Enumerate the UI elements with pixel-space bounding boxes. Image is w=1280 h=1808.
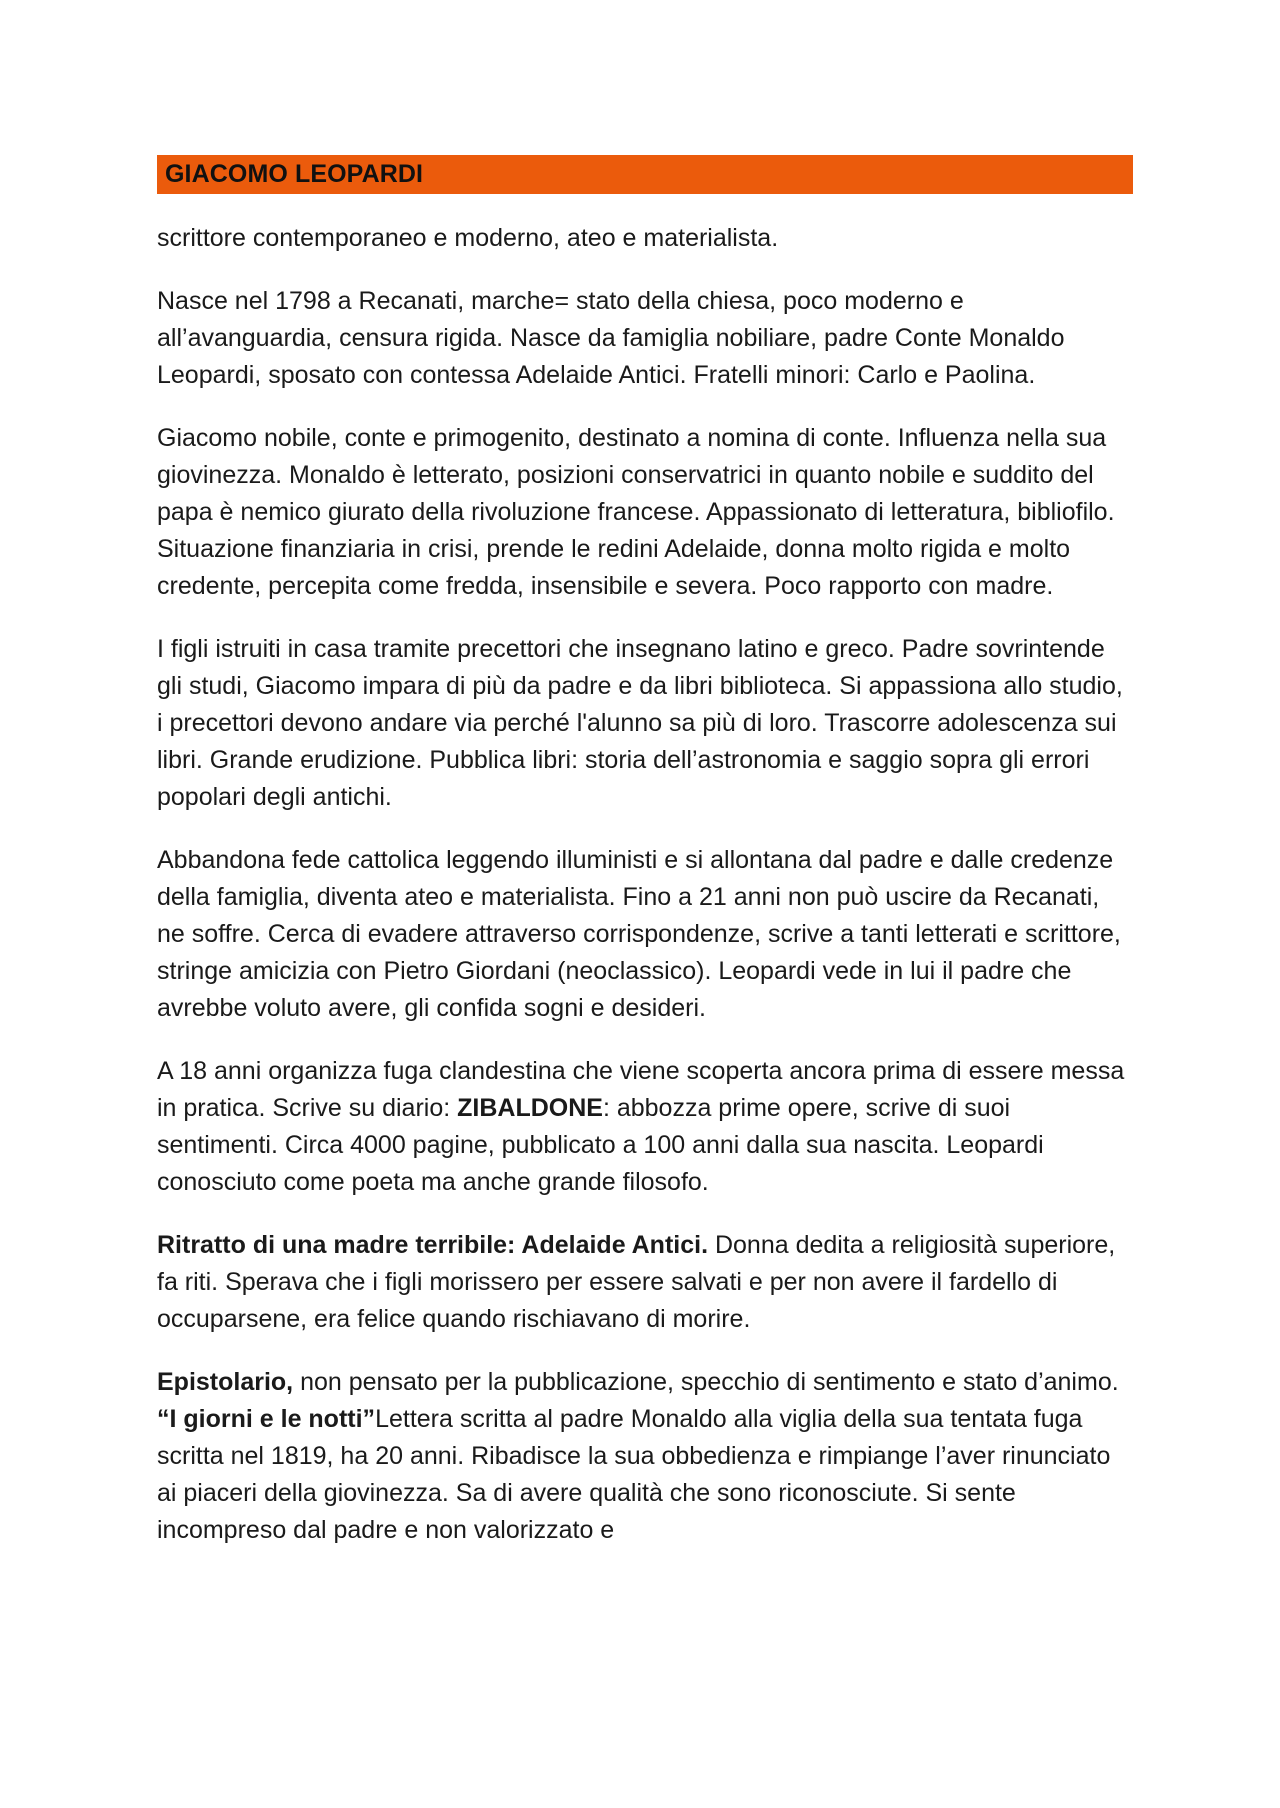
paragraph-mother [157, 1227, 1133, 1338]
paragraph-atheism: Abbandona fede cattolica leggendo illuministi e si allontana dal padre e dalle credenze della famiglia, diventa ateo e materialista. Fino a 21 anni non può uscire da Recanati, ne soffre. Cerca di evadere attraverso corrispondenze, scrive a tanti letterati e scrittore, stringe amicizia con Pietro Giordani (neoclassico). Leopardi vede in lui il padre che avrebbe voluto avere, gli confida sogni e desideri. [157, 846, 1121, 1022]
paragraph-birth: Nasce nel 1798 a Recanati, marche= stato della chiesa, poco moderno e all’avanguardia, censura rigida. Nasce da famiglia nobiliare, padre Conte Monaldo Leopardi, sposato con contessa Adelaide Antici. Fratelli minori: Carlo e Paolina. [157, 287, 1065, 389]
paragraph-family: Giacomo nobile, conte e primogenito, destinato a nomina di conte. Influenza nella sua giovinezza. Monaldo è letterato, posizioni conservatrici in quanto nobile e suddito del papa è nemico giurato della rivoluzione francese. Appassionato di letteratura, bibliofilo. Situazione finanziaria in crisi, prende le redini Adelaide, donna molto rigida e molto credente, percepita come fredda, insensibile e severa. Poco rapporto con madre. [157, 424, 1115, 600]
zibaldone-text-after: : abbozza prime opere, scrive di suoi sentimenti. Circa 4000 pagine, pubblicato a 100 anni dalla sua nascita. Leopardi conosciuto come poeta ma anche grande filosofo. [157, 1094, 1044, 1196]
title-bar [157, 155, 1133, 194]
zibaldone-bold: ZIBALDONE [457, 1094, 603, 1122]
zibaldone-text-before: A 18 anni organizza fuga clandestina che viene scoperta ancora prima di essere messa in pratica. Scrive su diario: [157, 1057, 1125, 1122]
page-title: GIACOMO LEOPARDI [165, 160, 424, 188]
paragraph-zibaldone [157, 1053, 1133, 1201]
paragraph-intro: scrittore contemporaneo e moderno, ateo e materialista. [157, 224, 779, 252]
letter-title: “I giorni e le notti” [157, 1405, 376, 1433]
epistolario-text-mid: non pensato per la pubblicazione, specchio di sentimento e stato d’animo. [293, 1368, 1119, 1396]
epistolario-heading: Epistolario, [157, 1368, 294, 1396]
paragraph-education: I figli istruiti in casa tramite precettori che insegnano latino e greco. Padre sovrintende gli studi, Giacomo impara di più da padre e da libri biblioteca. Si appassiona allo studio, i precettori devono andare via perché l'alunno sa più di loro. Trascorre adolescenza sui libri. Grande erudizione. Pubblica libri: storia dell’astronomia e saggio sopra gli errori popolari degli antichi. [157, 635, 1123, 811]
epistolario-text-after: Lettera scritta al padre Monaldo alla viglia della sua tentata fuga scritta nel 1819, ha 20 anni. Ribadisce la sua obbedienza e rimpiange l’aver rinunciato ai piaceri della giovinezza. Sa di avere qualità che sono riconosciute. Si sente incompreso dal padre e non valorizzato e [157, 1405, 1111, 1544]
mother-heading: Ritratto di una madre terribile: Adelaide Antici. [157, 1231, 709, 1259]
paragraph-epistolario [157, 1364, 1133, 1549]
mother-text: Donna dedita a religiosità superiore, fa riti. Sperava che i figli morissero per essere salvati e per non avere il fardello di occuparsene, era felice quando rischiavano di morire. [157, 1231, 1116, 1333]
